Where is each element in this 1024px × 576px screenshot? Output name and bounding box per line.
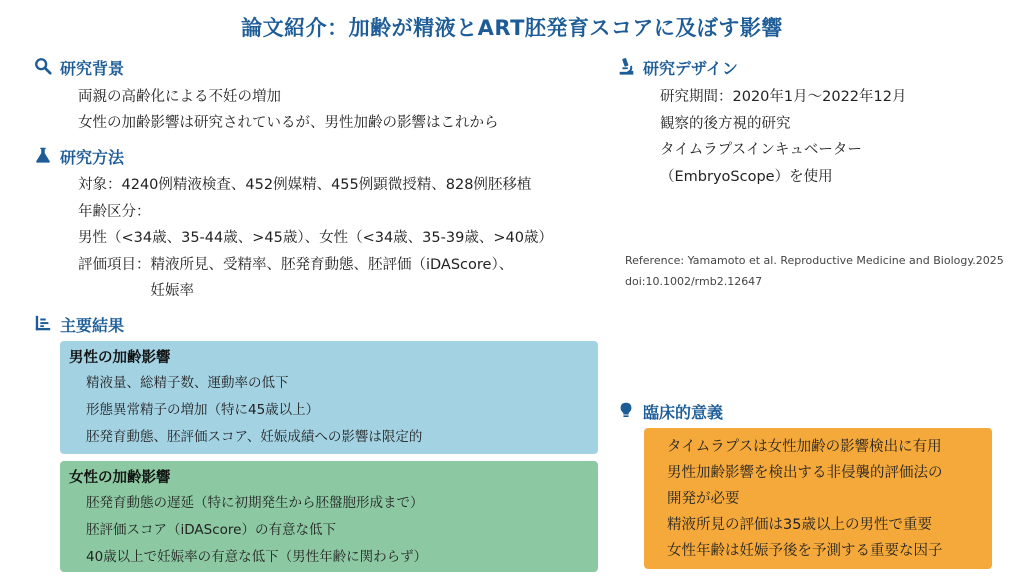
methods-lines <box>78 172 553 305</box>
section-methods-heading <box>34 145 124 168</box>
female-aging-card <box>60 461 598 572</box>
section-results-heading <box>34 313 124 336</box>
female-aging-item: 胚発育動態の遅延（特に初期発生から胚盤胞形成まで） <box>86 495 424 511</box>
male-aging-item: 形態異常精子の増加（特に45歳以上） <box>86 402 320 418</box>
methods-line: 評価項目：精液所見、受精率、胚発育動態、胚評価（iDAScore）、 <box>78 256 514 273</box>
methods-line: 対象：4240例精液検査、452例媒精、455例顕微授精、828例胚移植 <box>78 177 532 193</box>
section-results-title: 主要結果 <box>60 316 125 335</box>
clinical-line: 男性加齢影響を検出する非侵襲的評価法の <box>667 465 943 481</box>
section-design-heading <box>617 56 738 79</box>
design-lines <box>660 84 906 190</box>
design-line: （EmbryoScope）を使用 <box>660 168 833 185</box>
clinical-card <box>644 428 992 569</box>
section-methods-title: 研究方法 <box>60 148 125 167</box>
search-icon <box>34 57 52 79</box>
male-aging-item: 精液量、総精子数、運動率の低下 <box>86 375 289 391</box>
methods-line: 年齢区分： <box>78 203 151 220</box>
clinical-line: 開発が必要 <box>667 491 740 507</box>
microscope-icon <box>617 57 635 79</box>
page-title: 論文紹介：加齢が精液とART胚発育スコアに及ぼす影響 <box>241 16 783 40</box>
background-lines <box>78 84 499 136</box>
female-aging-title: 女性の加齢影響 <box>69 470 171 486</box>
reference-block <box>625 250 1004 292</box>
list-icon <box>34 314 52 336</box>
male-aging-card <box>60 341 598 454</box>
lightbulb-icon <box>617 401 635 423</box>
methods-line: 妊娠率 <box>78 283 194 299</box>
clinical-line: タイムラプスは女性加齢の影響検出に有用 <box>667 439 942 455</box>
background-line: 女性の加齢影響は研究されているが、男性加齢の影響はこれから <box>78 115 499 131</box>
female-aging-item: 40歳以上で妊娠率の有意な低下（男性年齢に関わらず） <box>86 549 428 565</box>
section-clinical-heading <box>617 400 723 423</box>
flask-icon <box>34 146 52 168</box>
section-clinical-title: 臨床的意義 <box>643 403 724 422</box>
female-aging-item: 胚評価スコア（iDAScore）の有意な低下 <box>86 522 336 538</box>
design-line: タイムラプスインキュベーター <box>660 142 862 158</box>
design-line: 研究期間：2020年1月〜2022年12月 <box>660 89 907 105</box>
clinical-line: 精液所見の評価は35歳以上の男性で重要 <box>667 517 932 533</box>
section-background-title: 研究背景 <box>60 59 125 78</box>
methods-line: 男性（<34歳、35-44歳、>45歳）、女性（<34歳、35-39歳、>40歳） <box>78 230 553 246</box>
background-line: 両親の高齢化による不妊の増加 <box>78 89 281 105</box>
male-aging-title: 男性の加齢影響 <box>69 350 171 366</box>
section-background-heading <box>34 56 124 79</box>
clinical-line: 女性年齢は妊娠予後を予測する重要な因子 <box>667 543 943 559</box>
section-design-title: 研究デザイン <box>643 59 738 78</box>
design-line: 観察的後方視的研究 <box>660 115 791 132</box>
reference-doi: doi:10.1002/rmb2.12647 <box>625 275 763 288</box>
male-aging-item: 胚発育動態、胚評価スコア、妊娠成績への影響は限定的 <box>86 429 423 445</box>
reference-citation: Reference: Yamamoto et al. Reproductive Medicine and Biology.2025 <box>625 254 1004 267</box>
